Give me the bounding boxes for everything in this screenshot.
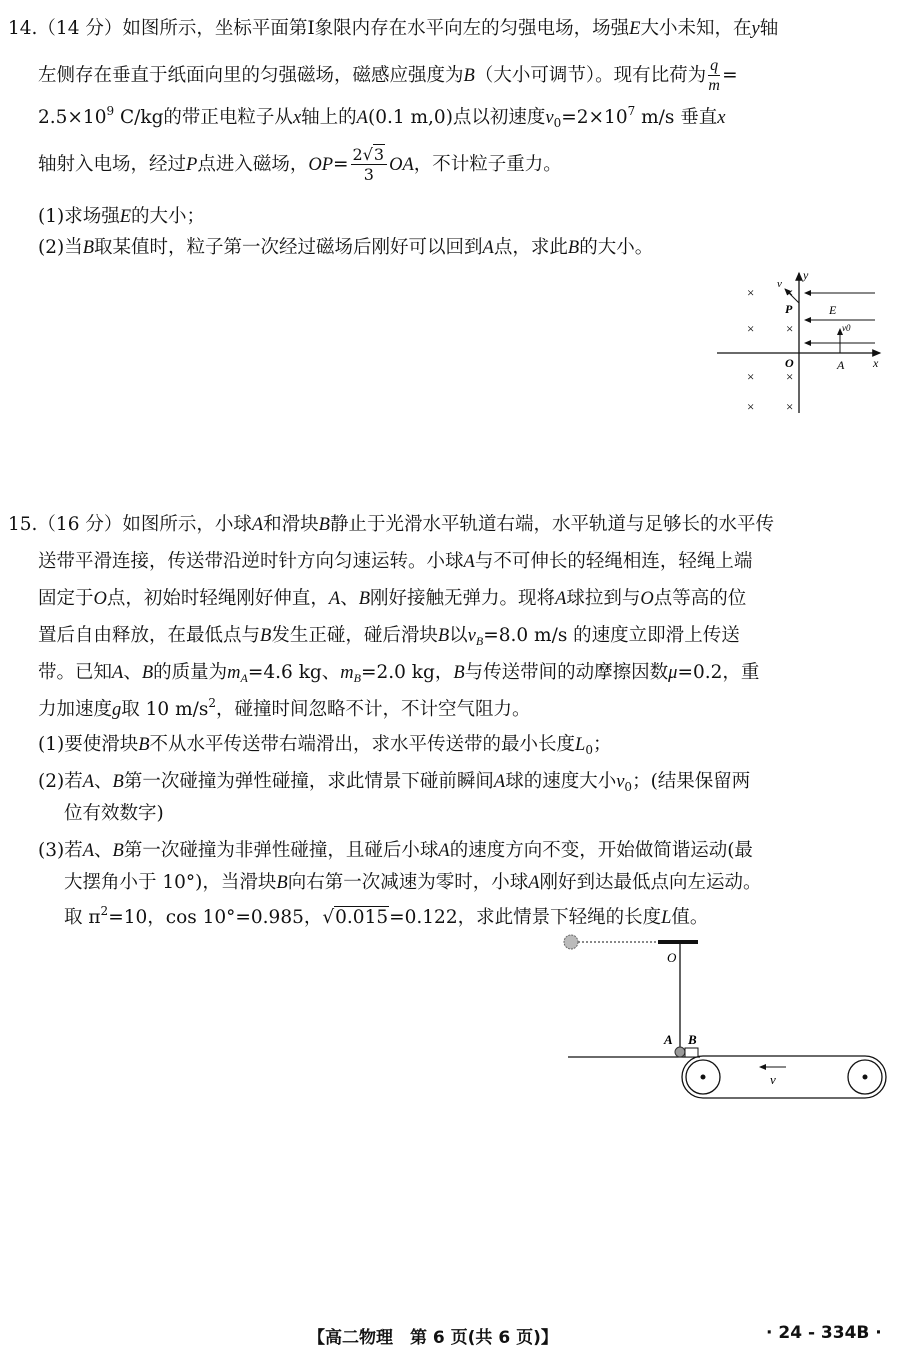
q15-part2: (2)若A、B第一次碰撞为弹性碰撞，求此情景下碰前瞬间A球的速度大小$v_0$；(结果保留两 xyxy=(38,771,751,794)
q15-part3-cont2: 取 $\pi^2=10$，cos 10°=0.985，√0.015=0.122，求此情景下轻绳的长度L值。 xyxy=(64,904,709,928)
q15-part2-cont: 位有效数字) xyxy=(64,803,164,824)
page-code: · 24 - 334B · xyxy=(766,1323,882,1343)
q15-part1: (1)要使滑块B不从水平传送带右端滑出，求水平传送带的最小长度$L_0$； xyxy=(38,734,612,757)
magnetic-cross: × xyxy=(786,369,794,384)
q15-part3: (3)若A、B第一次碰撞为非弹性碰撞，且碰后小球A的速度方向不变，开始做简谐运动(最 xyxy=(38,840,753,861)
belt-right-end xyxy=(865,1056,886,1098)
block-b-label: B xyxy=(688,1032,697,1047)
q14-figure xyxy=(715,265,890,420)
q15-line5: 带。已知A、B的质量为$m_A=4.6$ kg、$m_B=2.0$ kg，B与传送带间的动摩擦因数μ=0.2，重 xyxy=(38,662,760,685)
ball-released xyxy=(564,935,578,949)
q15-line6: 力加速度g取 10 $m/s^2$，碰撞时间忽略不计，不计空气阻力。 xyxy=(38,696,531,720)
ceiling-bar xyxy=(658,940,698,944)
q14-line2: 左侧存在垂直于纸面向里的匀强磁场，磁感应强度为B（大小可调节）。现有比荷为 $\frac{q}{m}$ = xyxy=(38,57,738,94)
belt-left-end xyxy=(682,1056,703,1098)
q15-line4: 置后自由释放，在最低点与B发生正碰，碰后滑块B以$v_B=8.0$ m/s 的速度立即滑上传送 xyxy=(38,625,740,648)
q15-line3: 固定于O点，初始时轻绳刚好伸直，A、B刚好接触无弹力。现将A球拉到与O点等高的位 xyxy=(38,588,747,609)
roller-left-axle xyxy=(701,1075,706,1080)
q15-line1: 15.（16 分）如图所示，小球A和滑块B静止于光滑水平轨道右端，水平轨道与足够长的水平传 xyxy=(8,514,774,535)
velocity-p-label: v xyxy=(777,278,782,290)
q15-figure xyxy=(560,928,890,1103)
magnetic-cross: × xyxy=(747,399,755,414)
magnetic-cross: × xyxy=(747,285,755,300)
magnetic-cross: × xyxy=(786,321,794,336)
block-b xyxy=(685,1048,698,1057)
magnetic-cross: × xyxy=(786,285,794,300)
x-axis-label: x xyxy=(873,356,879,370)
origin-label: O xyxy=(785,356,794,370)
q14-line4: 轴射入电场，经过P点进入磁场，OP= $\frac{2√3}{3}$ OA，不计粒子重力。 xyxy=(38,145,562,184)
q15-part3-cont: 大摆角小于 10°)，当滑块B向右第一次减速为零时，小球A刚好到达最低点向左运动。 xyxy=(64,872,762,893)
q14-line3: $2.5\times 10^9$ C/kg的带正电粒子从x轴上的A(0.1 m,0)点以初速度$v_0=2\times 10^7$ m/s 垂直x xyxy=(38,104,726,130)
q14-part1: (1)求场强E的大小； xyxy=(38,206,206,227)
q15-line2: 送带平滑连接，传送带沿逆时针方向匀速运转。小球A与不可伸长的轻绳相连，轻绳上端 xyxy=(38,551,753,572)
field-e-label: E xyxy=(829,303,837,317)
magnetic-cross: × xyxy=(786,399,794,414)
magnetic-cross: × xyxy=(747,369,755,384)
belt-velocity-label: v xyxy=(770,1072,776,1087)
point-p-label: P xyxy=(785,302,793,316)
pivot-o-label: O xyxy=(667,950,677,965)
v0-label: v0 xyxy=(842,323,851,333)
page-footer: 【高二物理 第 6 页(共 6 页)】 xyxy=(308,1328,558,1348)
ball-a-label: A xyxy=(664,1032,673,1047)
ball-a xyxy=(675,1047,685,1057)
y-axis-label: y xyxy=(803,268,809,282)
point-a-label: A xyxy=(837,358,845,372)
magnetic-cross: × xyxy=(747,321,755,336)
q14-part2: (2)当B取某值时，粒子第一次经过磁场后刚好可以回到A点，求此B的大小。 xyxy=(38,237,654,258)
q14-line1: 14.（14 分）如图所示，坐标平面第Ⅰ象限内存在水平向左的匀强电场，场强E大小未知，在y轴 xyxy=(8,18,779,39)
roller-right-axle xyxy=(863,1075,868,1080)
